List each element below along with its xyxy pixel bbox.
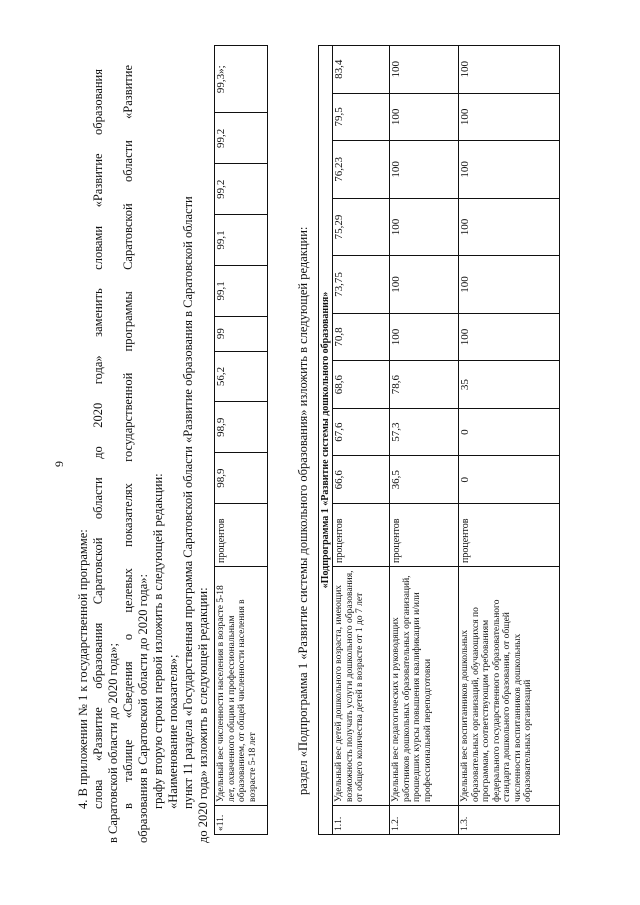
value-cell: 66,6 <box>333 456 390 504</box>
value-cell: 100 <box>459 141 560 199</box>
paragraph-2: слова «Развитие образования Саратовской области до 2020 года» заменить словами «Развитие образования <box>91 69 105 809</box>
table-row <box>215 46 268 835</box>
subprogram-table <box>318 45 560 835</box>
value-cell: 98,9 <box>215 402 268 453</box>
value-cell: 67,6 <box>333 408 390 456</box>
indicator-label: Удельный вес численности населения в возрасте 5-18 лет, охваченного общим и профессиональным образованием, от общей численности населения в возрасте 5-18 лет <box>215 567 268 806</box>
value-cell: 99 <box>215 316 268 351</box>
row-number: 1.2. <box>390 806 459 835</box>
paragraph-3: в Саратовской области до 2020 года»; <box>106 643 120 843</box>
value-cell: 78,6 <box>390 361 459 409</box>
value-cell: 99,1 <box>215 265 268 316</box>
value-cell: 100 <box>390 198 459 256</box>
value-cell: 76,23 <box>333 141 390 199</box>
paragraph-7: «Наименование показателя»; <box>166 654 180 809</box>
unit-cell: процентов <box>390 504 459 567</box>
value-cell: 0 <box>459 408 560 456</box>
value-cell: 100 <box>459 313 560 361</box>
value-cell: 99,2 <box>215 164 268 215</box>
page-number: 9 <box>52 461 66 467</box>
value-cell: 75,29 <box>333 198 390 256</box>
value-cell: 83,4 <box>333 46 390 94</box>
value-cell: 100 <box>459 198 560 256</box>
value-cell: 99,2 <box>215 113 268 164</box>
indicator-label: Удельный вес педагогических и руководящих работников дошкольных образовательных организаций, прошедших курсы повышения квалификации и/или профессиональной переподготовки <box>390 567 459 806</box>
indicator-table-11 <box>214 45 268 835</box>
indicator-label: Удельный вес детей дошкольного возраста, имеющих возможность получать услуги дошкольного образования, от общего количества детей в возрасте от 1 до 7 лет <box>333 567 390 806</box>
value-cell: 99,3»; <box>215 46 268 113</box>
paragraph-4: в таблице «Сведения о целевых показателях государственной программы Саратовской области «Развитие <box>121 65 135 809</box>
value-cell: 100 <box>390 93 459 141</box>
paragraph-1: 4. В приложении № 1 к государственной программе: <box>76 529 90 809</box>
table-row <box>390 46 459 835</box>
value-cell: 100 <box>459 93 560 141</box>
value-cell: 100 <box>459 46 560 94</box>
indicator-label: Удельный вес воспитанников дошкольных образовательных организаций, обучающихся по программам, соответствующим требованиям федерального государственного образовательного стандарта дошкольного образования, от общей численности воспитанников дошкольных образовательных организаций <box>459 567 560 806</box>
unit-cell: процентов <box>333 504 390 567</box>
value-cell: 100 <box>459 256 560 314</box>
table-row <box>459 46 560 835</box>
value-cell: 79,5 <box>333 93 390 141</box>
paragraph-8: пункт 11 раздела «Государственная программа Саратовской области «Развитие образования в Саратовской области <box>181 196 195 809</box>
value-cell: 100 <box>390 256 459 314</box>
row-number: 1.1. <box>333 806 390 835</box>
section-paragraph: раздел «Подпрограмма 1 «Развитие системы дошкольного образования» изложить в следующей редакции: <box>296 226 310 795</box>
value-cell: 100 <box>390 141 459 199</box>
value-cell: 68,6 <box>333 361 390 409</box>
value-cell: 100 <box>390 313 459 361</box>
value-cell: 57,3 <box>390 408 459 456</box>
table-header-row <box>319 46 333 835</box>
row-number: «11. <box>215 806 268 835</box>
unit-cell: процентов <box>215 504 268 567</box>
value-cell: 100 <box>390 46 459 94</box>
value-cell: 36,5 <box>390 456 459 504</box>
value-cell: 73,75 <box>333 256 390 314</box>
value-cell: 99,1 <box>215 215 268 266</box>
subprogram-header: «Подпрограмма 1 «Развитие системы дошкольного образования» <box>319 46 333 835</box>
value-cell: 70,8 <box>333 313 390 361</box>
table-row <box>333 46 390 835</box>
unit-cell: процентов <box>459 504 560 567</box>
value-cell: 35 <box>459 361 560 409</box>
paragraph-6: графу вторую строки первой изложить в следующей редакции: <box>151 473 165 809</box>
value-cell: 0 <box>459 456 560 504</box>
row-number: 1.3. <box>459 806 560 835</box>
value-cell: 98,9 <box>215 453 268 504</box>
paragraph-5: образования в Саратовской области до 2020 года»: <box>136 574 150 843</box>
value-cell: 56,2 <box>215 351 268 402</box>
paragraph-9: до 2020 года» изложить в следующей редакции: <box>196 587 210 843</box>
